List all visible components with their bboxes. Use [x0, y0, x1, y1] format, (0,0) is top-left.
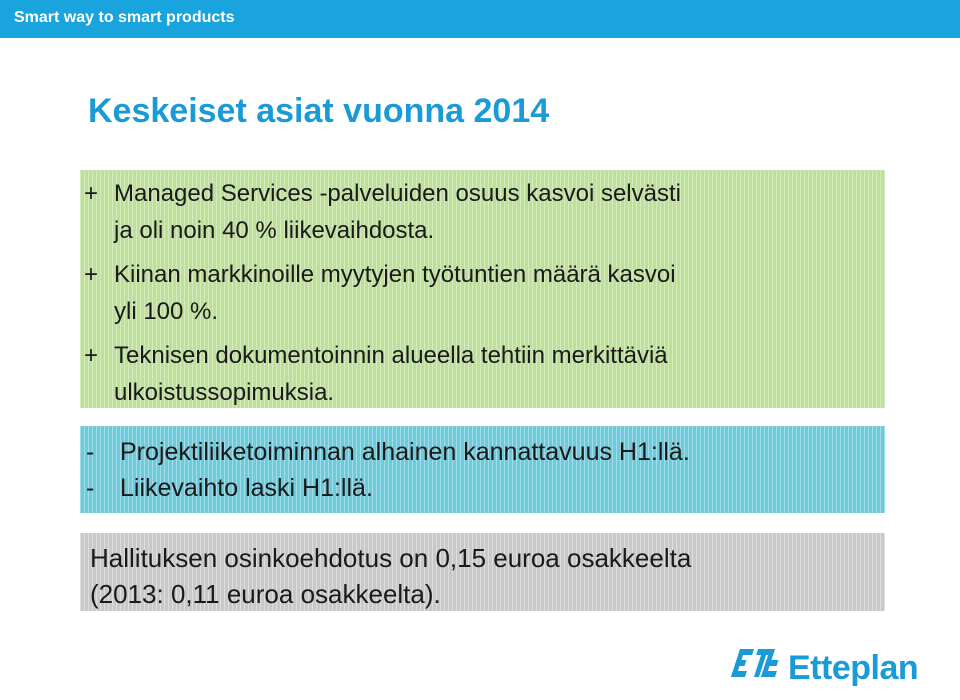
minus-marker: -: [86, 474, 95, 502]
page-title: Keskeiset asiat vuonna 2014: [88, 92, 550, 130]
positive-item-2-line2: yli 100 %.: [114, 298, 219, 325]
minus-marker: -: [86, 438, 95, 466]
negative-item-1-text: Projektiliiketoiminnan alhainen kannattavuus H1:llä.: [120, 438, 690, 466]
dividend-text: [90, 540, 691, 612]
positive-item-1: [84, 175, 681, 249]
positive-item-1-line1: Managed Services -palveluiden osuus kasvoi selvästi: [114, 180, 681, 207]
plus-marker: +: [84, 261, 99, 288]
plus-marker: +: [84, 180, 99, 207]
positive-item-2-line1: Kiinan markkinoille myytyjen työtuntien määrä kasvoi: [114, 261, 676, 288]
header-tagline: Smart way to smart products: [14, 9, 235, 26]
negative-item-2-text: Liikevaihto laski H1:llä.: [120, 474, 373, 502]
dividend-line2: (2013: 0,11 euroa osakkeelta).: [90, 579, 441, 609]
negative-item-2: [86, 470, 373, 506]
positive-item-1-line2: ja oli noin 40 % liikevaihdosta.: [114, 217, 435, 244]
header-bar: [0, 0, 960, 38]
positive-item-3-line2: ulkoistussopimuksia.: [114, 379, 335, 406]
positive-item-3-line1: Teknisen dokumentoinnin alueella tehtiin merkittäviä: [114, 342, 668, 369]
logo-wordmark: Etteplan: [788, 649, 919, 687]
negative-item-1: [86, 434, 690, 470]
etteplan-logo-icon: [726, 643, 784, 693]
plus-marker: +: [84, 342, 99, 369]
etteplan-logo: [726, 643, 936, 693]
positive-item-2: [84, 256, 676, 330]
positive-item-3: [84, 337, 668, 411]
dividend-line1: Hallituksen osinkoehdotus on 0,15 euroa osakkeelta: [90, 543, 692, 573]
